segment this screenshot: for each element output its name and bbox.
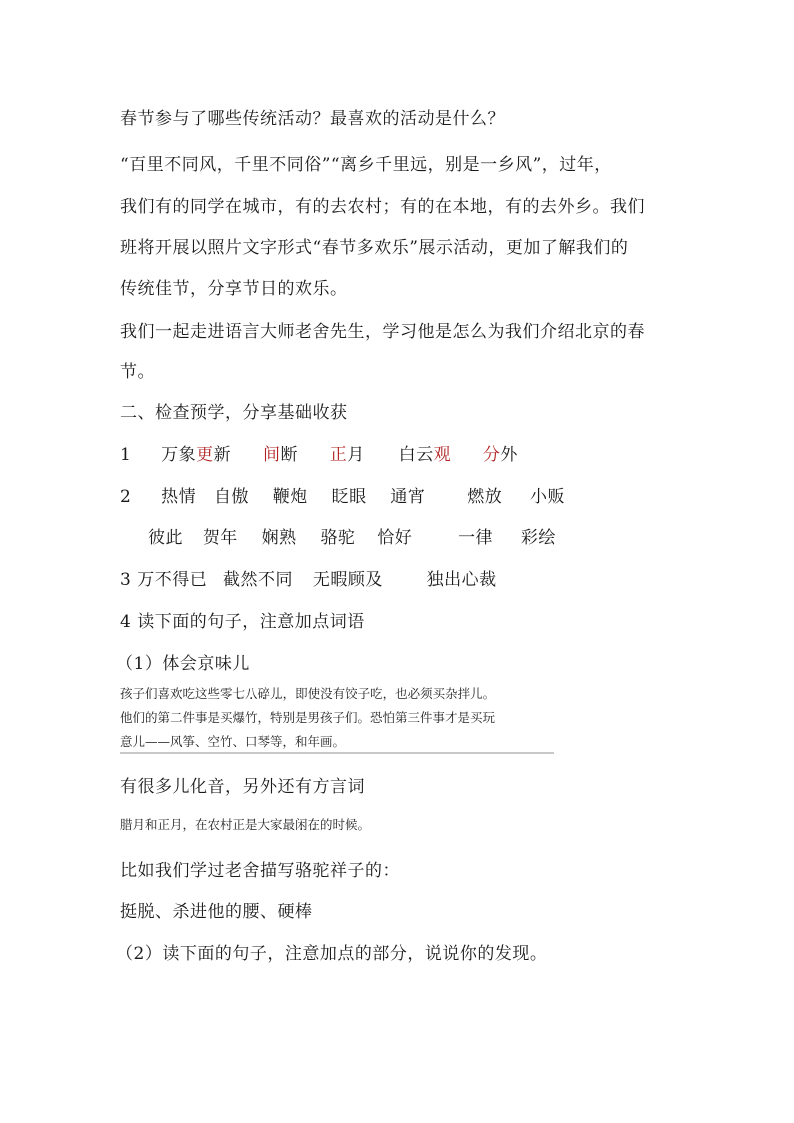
- word: 热情: [161, 487, 197, 507]
- section-heading: 二、检查预学，分享基础收获: [120, 403, 348, 423]
- excerpt-1-line-1: 孩子们喜欢吃这些零七八碎儿，即使没有饺子吃，也必须买杂拌儿。: [120, 686, 496, 701]
- idiom: 截然不同: [223, 570, 294, 590]
- word: 鞭炮: [272, 487, 308, 507]
- dotted-phrase: 七八碎儿: [232, 686, 283, 701]
- subheading-2: （2）读下面的句子，注意加点的部分，说说你的发现。: [116, 944, 548, 964]
- idiom: 万不得已: [137, 570, 208, 590]
- item3-row: [120, 565, 497, 590]
- laoshe-line-2: 节。: [120, 362, 155, 382]
- idiom: 无暇顾及: [312, 570, 383, 590]
- item2-row-2: [148, 523, 556, 548]
- word-baiyunguan: 白云观: [398, 445, 452, 465]
- word-wanxiang: 万象更新: [161, 445, 232, 465]
- intro-line-4: 传统佳节，分享节日的欢乐。: [120, 279, 348, 299]
- word: 贺年: [202, 528, 238, 548]
- note-erhua: 有很多儿化音，另外还有方言词: [120, 777, 365, 797]
- item4-heading: 4 读下面的句子，注意加点词语: [120, 612, 365, 632]
- word: 一律: [458, 528, 494, 548]
- item2-row-1: [120, 482, 565, 507]
- note-words: 挺脱、杀进他的腰、硬棒: [120, 902, 313, 922]
- excerpt-2: 腊月和正月，在农村正是大家最闲在的时候。: [120, 817, 371, 832]
- idiom: 独出心裁: [426, 570, 497, 590]
- word: 恰好: [377, 528, 413, 548]
- laoshe-line-1: 我们一起走进语言大师老舍先生，学习他是怎么为我们介绍北京的春: [120, 322, 645, 342]
- intro-line-2: 我们有的同学在城市，有的去农村；有的在本地，有的去外乡。我们: [120, 197, 645, 217]
- subheading-1: （1）体会京味儿: [116, 654, 250, 674]
- word: 通宵: [390, 487, 426, 507]
- excerpt-1-line-3: 意儿——风筝、空竹、口琴等，和年画。: [120, 734, 346, 749]
- excerpt-1-line-2: 他们的第二件事是买爆竹，特别是男孩子们。恐怕第三件事才是买玩: [120, 710, 496, 725]
- item2-number: 2: [120, 487, 132, 507]
- intro-line-3: 班将开展以照片文字形式“春节多欢乐”展示活动，更加了解我们的: [120, 238, 629, 258]
- dotted-phrase: 闲在: [295, 817, 321, 832]
- word: 娴熟: [261, 528, 297, 548]
- intro-line-1: “百里不同风，千里不同俗”“离乡千里远，别是一乡风”，过年，: [120, 155, 612, 175]
- item1-row: [120, 440, 518, 465]
- question-line: 春节参与了哪些传统活动？最喜欢的活动是什么？: [120, 109, 505, 129]
- word-zhengyue: 正月: [329, 445, 365, 465]
- word: 小贩: [530, 487, 566, 507]
- word: 彼此: [148, 528, 183, 548]
- word: 彩绘: [520, 528, 556, 548]
- excerpt-divider: [120, 752, 554, 754]
- word-jianduan: 间断: [262, 445, 298, 465]
- item1-number: 1: [120, 445, 132, 465]
- word: 燃放: [467, 487, 503, 507]
- word: 眨眼: [331, 487, 367, 507]
- note-camel: 比如我们学过老舍描写骆驼祥子的：: [120, 861, 400, 881]
- item3-number: 3: [120, 570, 132, 590]
- word-fenwai: 分外: [482, 445, 518, 465]
- word: 自傲: [213, 487, 249, 507]
- word: 骆驼: [320, 528, 356, 548]
